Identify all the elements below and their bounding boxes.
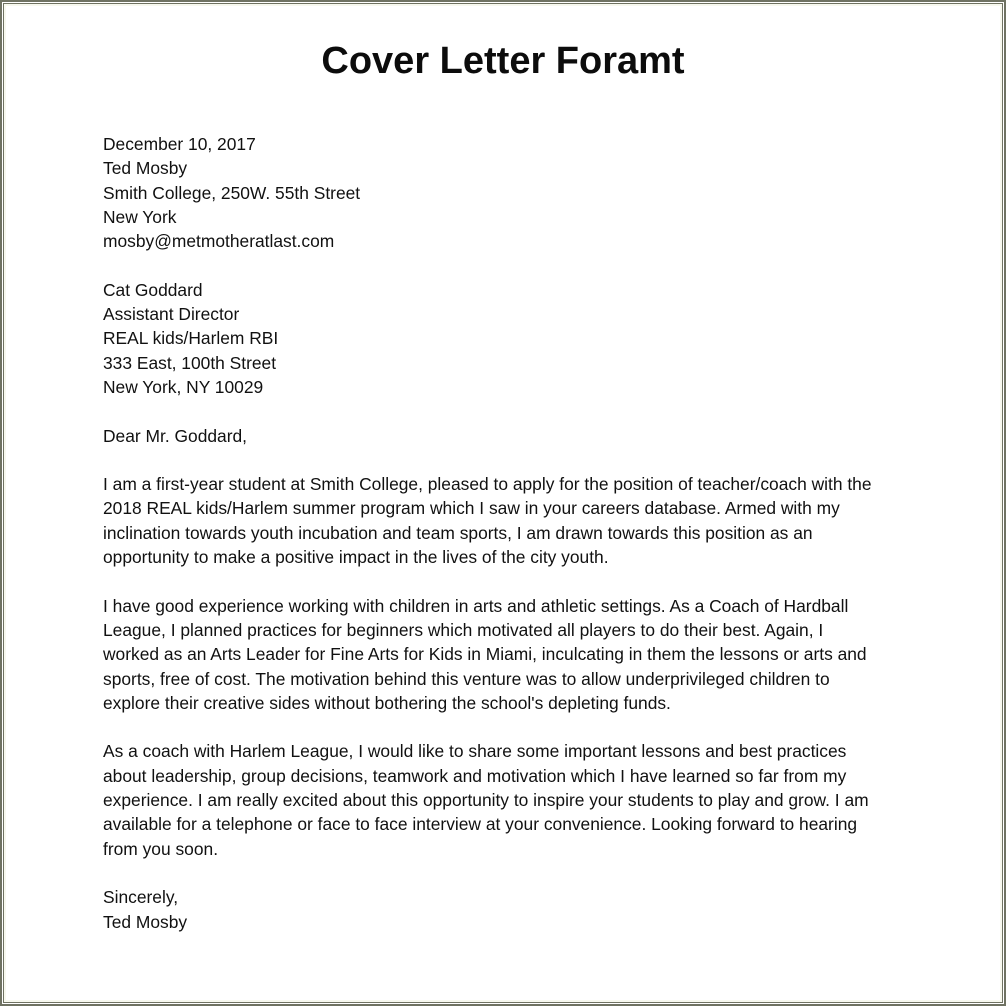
sender-email: mosby@metmotheratlast.com bbox=[103, 231, 335, 252]
sender-block bbox=[103, 132, 893, 253]
paragraph-line: about leadership, group decisions, teamwork and motivation which I have learned so far from my bbox=[103, 765, 847, 786]
paragraph-line: available for a telephone or face to face interview at your convenience. Looking forward to hearing bbox=[103, 814, 858, 835]
recipient-city-state-zip: New York, NY 10029 bbox=[103, 376, 264, 397]
paragraph-line: worked as an Arts Leader for Fine Arts for Kids in Miami, inculcating in them the lessons or arts and bbox=[103, 644, 867, 665]
paragraph-line: from you soon. bbox=[103, 838, 219, 859]
salutation bbox=[103, 424, 893, 448]
letter-body bbox=[103, 132, 893, 958]
paragraph-2 bbox=[103, 594, 888, 715]
signature-name: Ted Mosby bbox=[103, 911, 188, 932]
paragraph-line: experience. I am really excited about this opportunity to inspire your students to play and grow. I am bbox=[103, 790, 869, 811]
recipient-title: Assistant Director bbox=[103, 304, 240, 325]
paragraph-line: I am a first-year student at Smith College, pleased to apply for the position of teacher/coach with the bbox=[103, 474, 872, 495]
letter-date: December 10, 2017 bbox=[103, 134, 256, 154]
document-title: Cover Letter Foramt bbox=[321, 40, 685, 82]
sender-name: Ted Mosby bbox=[103, 158, 188, 179]
recipient-street: 333 East, 100th Street bbox=[103, 352, 277, 373]
sender-address: Smith College, 250W. 55th Street bbox=[103, 182, 361, 203]
paragraph-3 bbox=[103, 739, 888, 860]
salutation-text: Dear Mr. Goddard, bbox=[103, 425, 248, 446]
paragraph-line: League, I planned practices for beginners which motivated all players to do their best. Again, I bbox=[103, 619, 824, 640]
paragraph-line: inclination towards youth incubation and team sports, I am drawn towards this position as an bbox=[103, 522, 813, 543]
sender-city: New York bbox=[103, 206, 177, 227]
closing-block bbox=[103, 885, 893, 934]
paragraph-line: sports, free of cost. The motivation behind this venture was to allow underprivileged children to bbox=[103, 668, 830, 689]
paragraph-line: I have good experience working with children in arts and athletic settings. As a Coach of Hardball bbox=[103, 595, 849, 616]
recipient-block bbox=[103, 278, 893, 399]
paragraph-line: explore their creative sides without bothering the school's depleting funds. bbox=[103, 692, 671, 713]
paragraph-line: As a coach with Harlem League, I would like to share some important lessons and best practices bbox=[103, 741, 847, 762]
recipient-organization: REAL kids/Harlem RBI bbox=[103, 328, 279, 349]
paragraph-line: 2018 REAL kids/Harlem summer program which I saw in your careers database. Armed with my bbox=[103, 498, 840, 519]
closing-text: Sincerely, bbox=[103, 887, 179, 908]
recipient-name: Cat Goddard bbox=[103, 279, 203, 300]
paragraph-1 bbox=[103, 472, 888, 569]
paragraph-line: opportunity to make a positive impact in the lives of the city youth. bbox=[103, 547, 609, 568]
